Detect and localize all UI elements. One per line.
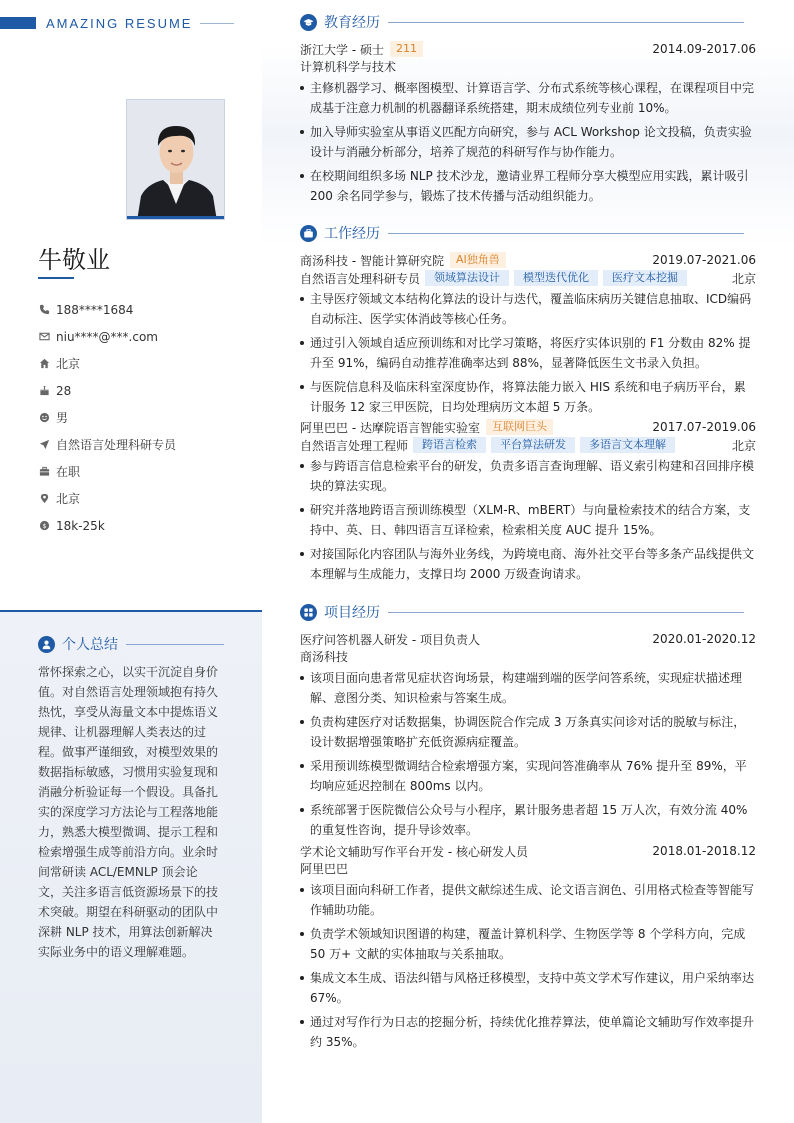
cake-icon	[38, 385, 50, 397]
skill-tag: 多语言文本理解	[580, 437, 675, 453]
project-name: 医疗问答机器人研发 - 项目负责人	[300, 632, 480, 647]
svg-text:$: $	[41, 521, 47, 530]
bullet-item: 主修机器学习、概率图模型、计算语言学、分布式系统等核心课程，在课程项目中完成基于注意力机制的机器翻译系统搭建，期末成绩位列专业前 10%。	[300, 78, 756, 118]
company-badge: 互联网巨头	[486, 419, 553, 435]
info-location	[38, 485, 248, 512]
entry-header-row	[300, 630, 756, 648]
work-entry	[300, 251, 756, 421]
bullet-list	[300, 668, 756, 840]
entry-header-row	[300, 418, 756, 436]
user-icon	[38, 636, 55, 653]
company-name: 阿里巴巴 - 达摩院语言智能实验室	[300, 420, 480, 435]
info-phone	[38, 296, 248, 323]
entry-date: 2017.07-2019.06	[652, 420, 756, 434]
work-section-header	[300, 223, 744, 243]
bullet-list	[300, 880, 756, 1052]
entry-date: 2014.09-2017.06	[652, 42, 756, 56]
section-divider	[388, 233, 744, 234]
grid-icon	[300, 604, 317, 621]
entry-header-left	[300, 419, 553, 436]
location-icon	[38, 493, 50, 505]
bullet-item: 该项目面向患者常见症状咨询场景，构建端到端的医学问答系统，实现症状描述理解、意图分类、知识检索与答案生成。	[300, 668, 756, 708]
major: 计算机科学与技术	[300, 60, 397, 74]
education-title: 教育经历	[324, 15, 380, 31]
contact-info-list	[38, 296, 248, 539]
bullet-item: 对接国际化内容团队与海外业务线，为跨境电商、海外社交平台等多条产品线提供文本理解与生成能力，支撑日均 2000 万级查询请求。	[300, 544, 756, 584]
send-icon	[38, 439, 50, 451]
education-section-header	[300, 12, 744, 32]
school-badge: 211	[390, 41, 423, 57]
project-name: 学术论文辅助写作平台开发 - 核心研发人员	[300, 844, 528, 859]
bullet-item: 负责学术领域知识图谱的构建，覆盖计算机科学、生物医学等 8 个学科方向，完成 50 万+ 文献的实体抽取与关系抽取。	[300, 924, 756, 964]
bullet-item: 与医院信息科及临床科室深度协作，将算法能力嵌入 HIS 系统和电子病历平台，累计服务 12 家三甲医院，日均处理病历文本超 5 万条。	[300, 377, 756, 417]
skill-tag: 医疗文本挖掘	[603, 270, 687, 286]
info-age	[38, 377, 248, 404]
info-value: 18k-25k	[56, 518, 105, 533]
brand-title: AMAZING RESUME	[46, 15, 193, 31]
skill-tag: 领域算法设计	[425, 270, 509, 286]
info-value: 188****1684	[56, 302, 134, 317]
bullet-item: 采用预训练模型微调结合检索增强方案，实现问答准确率从 76% 提升至 89%，平均响应延迟控制在 800ms 以内。	[300, 756, 756, 796]
info-salary	[38, 512, 248, 539]
bullet-item: 该项目面向科研工作者，提供文献综述生成、论文语言润色、引用格式检查等智能写作辅助功能。	[300, 880, 756, 920]
brand-bar	[0, 17, 36, 29]
project-org: 阿里巴巴	[300, 862, 349, 876]
bullet-list	[300, 289, 756, 417]
section-divider	[388, 612, 744, 613]
info-value: 北京	[56, 357, 81, 371]
role-row	[300, 269, 756, 287]
candidate-name: 牛敬业	[38, 246, 110, 274]
entry-header-left	[300, 252, 506, 269]
photo-accent-bar	[127, 216, 224, 219]
skill-tag: 模型迭代优化	[514, 270, 598, 286]
name-underline	[38, 277, 74, 279]
info-value: niu****@***.com	[56, 329, 158, 344]
job-city: 北京	[731, 271, 756, 286]
role-left	[300, 270, 687, 287]
project-title: 项目经历	[324, 605, 380, 621]
info-position	[38, 431, 248, 458]
school-name: 浙江大学 - 硕士	[300, 42, 384, 57]
summary-section-header	[38, 634, 224, 654]
brand-header	[0, 16, 234, 30]
education-entry	[300, 40, 756, 210]
section-divider	[388, 22, 744, 23]
bullet-item: 通过引入领域自适应预训练和对比学习策略，将医疗实体识别的 F1 分数由 82% 提升至 91%，编码自动推荐准确率达到 88%，显著降低医生文书录入负担。	[300, 333, 756, 373]
profile-photo	[126, 99, 225, 220]
work-entry	[300, 418, 756, 588]
job-city: 北京	[731, 438, 756, 453]
job-role: 自然语言处理科研专员	[300, 271, 421, 286]
info-status	[38, 458, 248, 485]
bullet-item: 系统部署于医院微信公众号与小程序，累计服务患者超 15 万人次，有效分流 40% 的重复性咨询，提升导诊效率。	[300, 800, 756, 840]
info-value: 自然语言处理科研专员	[56, 438, 177, 452]
skill-tag: 平台算法研发	[491, 437, 575, 453]
graduation-cap-icon	[300, 14, 317, 31]
summary-title: 个人总结	[62, 637, 118, 653]
bullet-list	[300, 78, 756, 206]
info-value: 在职	[56, 465, 81, 479]
entry-date: 2020.01-2020.12	[652, 632, 756, 646]
company-name: 商汤科技 - 智能计算研究院	[300, 253, 444, 268]
entry-date: 2019.07-2021.06	[652, 253, 756, 267]
project-entry	[300, 842, 756, 1056]
company-badge: AI独角兽	[450, 252, 506, 268]
entry-header-row	[300, 251, 756, 269]
info-value: 北京	[56, 492, 81, 506]
work-title: 工作经历	[324, 226, 380, 242]
bullet-item: 参与跨语言信息检索平台的研发，负责多语言查询理解、语义索引构建和召回排序模块的算法实现。	[300, 456, 756, 496]
bullet-item: 在校期间组织多场 NLP 技术沙龙，邀请业界工程师分享大模型应用实践，累计吸引 200 余名同学参与，锻炼了技术传播与活动组织能力。	[300, 166, 756, 206]
portrait-image	[127, 100, 225, 220]
section-divider	[126, 644, 224, 645]
bullet-item: 研究并落地跨语言预训练模型（XLM-R、mBERT）与向量检索技术的结合方案，支持中、英、日、韩四语言互译检索，检索相关度 AUC 提升 15%。	[300, 500, 756, 540]
home-icon	[38, 358, 50, 370]
role-row	[300, 436, 756, 454]
phone-icon	[38, 304, 50, 316]
skill-tag: 跨语言检索	[413, 437, 486, 453]
info-gender	[38, 404, 248, 431]
mail-icon	[38, 331, 50, 343]
salary-icon	[38, 520, 50, 532]
bullet-item: 负责构建医疗对话数据集，协调医院合作完成 3 万条真实问诊对话的脱敏与标注，设计数据增强策略扩充低资源病症覆盖。	[300, 712, 756, 752]
role-left	[300, 437, 675, 454]
bullet-item: 集成文本生成、语法纠错与风格迁移模型，支持中英文学术写作建议，用户采纳率达 67%。	[300, 968, 756, 1008]
info-value: 男	[56, 411, 69, 425]
entry-header-row	[300, 842, 756, 860]
project-section-header	[300, 602, 744, 622]
job-role: 自然语言处理工程师	[300, 438, 409, 453]
summary-text: 常怀探索之心，以实干沉淀自身价值。对自然语言处理领域抱有持久热忱，享受从海量文本中提炼语义规律、让机器理解人类表达的过程。做事严谨细致，对模型效果的数据指标敏感，习惯用实验复现和消融分析验证每一个假设。具备扎实的深度学习方法论与工程落地能力，熟悉大模型微调、提示工程和检索增强生成等前沿方向。业余时间常研读 ACL/EMNLP 顶会论文，关注多语言低资源场景下的技术突破。期望在科研驱动的团队中深耕 NLP 技术，用算法创新解决实际业务中的语义理解难题。	[38, 665, 219, 959]
bullet-item: 主导医疗领域文本结构化算法的设计与迭代，覆盖临床病历关键信息抽取、ICD编码自动标注、医学实体消歧等核心任务。	[300, 289, 756, 329]
bullet-item: 加入导师实验室从事语义匹配方向研究，参与 ACL Workshop 论文投稿，负责实验设计与消融分析部分，培养了规范的科研写作与协作能力。	[300, 122, 756, 162]
project-entry	[300, 630, 756, 844]
info-value: 28	[56, 383, 72, 398]
entry-date: 2018.01-2018.12	[652, 844, 756, 858]
brand-line	[200, 23, 234, 24]
info-email	[38, 323, 248, 350]
briefcase-icon	[300, 225, 317, 242]
entry-header-left	[300, 41, 423, 58]
gender-icon	[38, 412, 50, 424]
project-org: 商汤科技	[300, 650, 349, 664]
briefcase-icon	[38, 466, 50, 478]
bullet-list	[300, 456, 756, 584]
entry-header-row	[300, 40, 756, 58]
info-home	[38, 350, 248, 377]
bullet-item: 通过对写作行为日志的挖掘分析，持续优化推荐算法，使单篇论文辅助写作效率提升约 35%。	[300, 1012, 756, 1052]
